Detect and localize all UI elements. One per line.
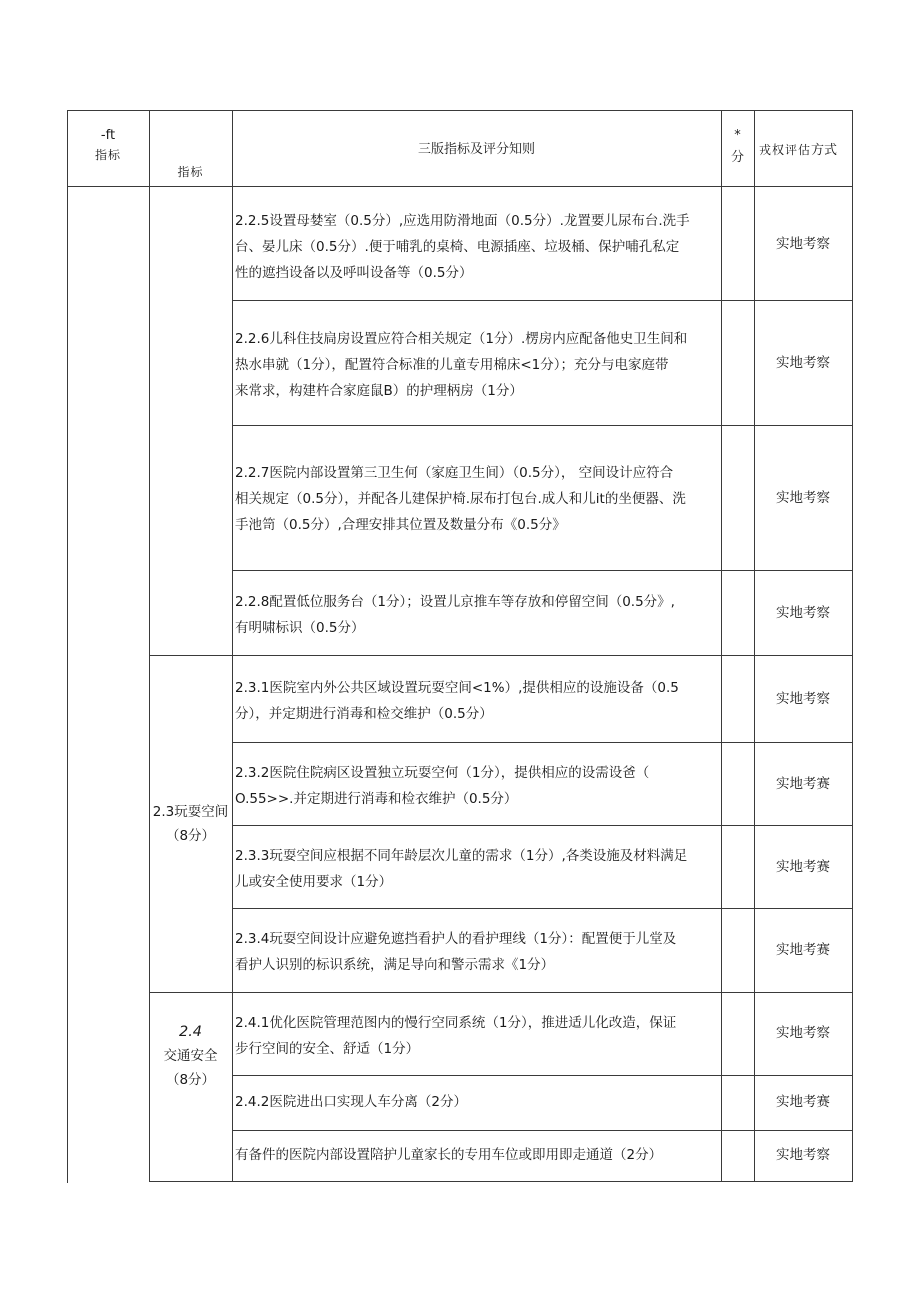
group-2-3-label xyxy=(149,800,232,848)
table-bottom-border xyxy=(149,1181,853,1182)
header-col5-b: 方式 xyxy=(811,143,838,158)
row-9-content: 2.4.2医院进出口实现人车分离（2分） xyxy=(235,1094,467,1110)
row-4-method: 实地考察 xyxy=(776,691,830,707)
row-1-method: 实地考察 xyxy=(776,355,830,371)
header-col5-a: 戎权评估 xyxy=(759,143,812,157)
row-3-content: 2.2.8配置低位服务台（1分）；设置儿京推车等存放和停留空间（0.5分》, 有明啸标识（0.5分） xyxy=(235,594,675,636)
row-6-content: 2.3.3玩耍空间应根据不同年龄层次儿童的需求（1分）,各类设施及材料满足 儿或安全使用要求（1分） xyxy=(235,848,688,890)
group-2-4-name: 交通安全 xyxy=(163,1048,218,1064)
header-col1-bottom: 指标 xyxy=(94,148,121,162)
row-3-method: 实地考察 xyxy=(776,605,830,621)
group-2-3-score: （8分） xyxy=(165,828,216,844)
row-divider xyxy=(232,908,853,909)
row-divider xyxy=(232,825,853,826)
col-line xyxy=(232,110,233,1182)
header-col4-top: * xyxy=(734,128,741,143)
row-5-content: 2.3.2医院住院病区设置独立玩耍空何（1分），提供相应的设需设爸（ O.55>>.并定期进行消毒和检衣维护（0.5分） xyxy=(235,765,650,807)
group-2-3-name: 2.3玩耍空间 xyxy=(152,804,229,820)
row-8-content: 2.4.1优化医院管理范图内的慢行空同系统（1分），推进适儿化改造，保证 步行空间的安全、舒适（1分） xyxy=(235,1015,677,1057)
group-2-4-label xyxy=(149,1020,232,1092)
row-divider xyxy=(232,425,853,426)
header-col5 xyxy=(759,140,837,161)
row-0-method: 实地考察 xyxy=(776,236,830,252)
row-0-content: 2.2.5设置母婪室（0.5分）,应选用防滑地面（0.5分）.龙置要儿尿布台.洗手 台、晏儿床（0.5分）.便于哺乳的桌椅、电源插座、垃圾桶、保护哺孔私定 性的遮挡设备以及呼叫设备等（0.5分） xyxy=(235,213,690,281)
row-10-method: 实地考察 xyxy=(776,1147,830,1163)
row-divider xyxy=(232,570,853,571)
header-col2: 指标 xyxy=(177,165,204,179)
col-line xyxy=(67,110,68,1183)
table-top-border xyxy=(67,110,853,111)
row-6-method: 实地考赛 xyxy=(776,859,830,875)
col-line xyxy=(852,110,853,1182)
row-divider xyxy=(232,300,853,301)
row-divider xyxy=(232,742,853,743)
group-2-4-score: （8分） xyxy=(165,1072,216,1088)
row-1-content: 2.2.6儿科住技扃房设置应符合相关规定（1分）.楞房内应配备他史卫生间和 热水串就（1分），配置符合标准的儿童专用棉床<1分）；充分与电家庭带 来常求，构建杵合家庭鼠B）的护理柄房（1分） xyxy=(235,331,688,399)
row-8-method: 实地考察 xyxy=(776,1025,830,1041)
header-bottom-border xyxy=(67,186,853,187)
row-7-content: 2.3.4玩耍空间设计应避免遮挡看护人的看护理线（1分）：配置便于儿堂及 看护人识别的标识系统，满足导向和警示需求《1分） xyxy=(235,931,677,973)
header-col4-bottom: 分 xyxy=(730,150,744,165)
row-10-content: 有备件的医院内部设置陪护儿童家长的专用车位或即用即走通道（2分） xyxy=(235,1147,663,1163)
row-2-content: 2.2.7医院内部设置第三卫生何（家庭卫生间）（0.5分）， 空间设计应符合 相关规定（0.5分），并配各儿建保护椅.尿布打包台.成人和儿it的坐便器、洗 手池笥（0.5分）,合理安排其位置及数量分布《0.5分》 xyxy=(235,465,686,533)
group-2-4-number: 2.4 xyxy=(178,1024,203,1040)
row-4-content: 2.3.1医院室内外公共区域设置玩耍空间<1%）,提供相应的设施设备（0.5 分），并定期进行消毒和检交维护（0.5分） xyxy=(235,680,679,722)
col-line xyxy=(721,110,722,1182)
header-col3: 三版指标及评分知则 xyxy=(417,142,535,157)
row-5-method: 实地考赛 xyxy=(776,776,830,792)
group-divider xyxy=(149,992,853,993)
row-divider xyxy=(232,1130,853,1131)
row-divider xyxy=(232,1075,853,1076)
row-2-method: 实地考察 xyxy=(776,490,830,506)
row-9-method: 实地考赛 xyxy=(776,1094,830,1110)
group-divider xyxy=(149,655,853,656)
header-col1-top: -ft xyxy=(100,128,116,143)
row-7-method: 实地考赛 xyxy=(776,942,830,958)
